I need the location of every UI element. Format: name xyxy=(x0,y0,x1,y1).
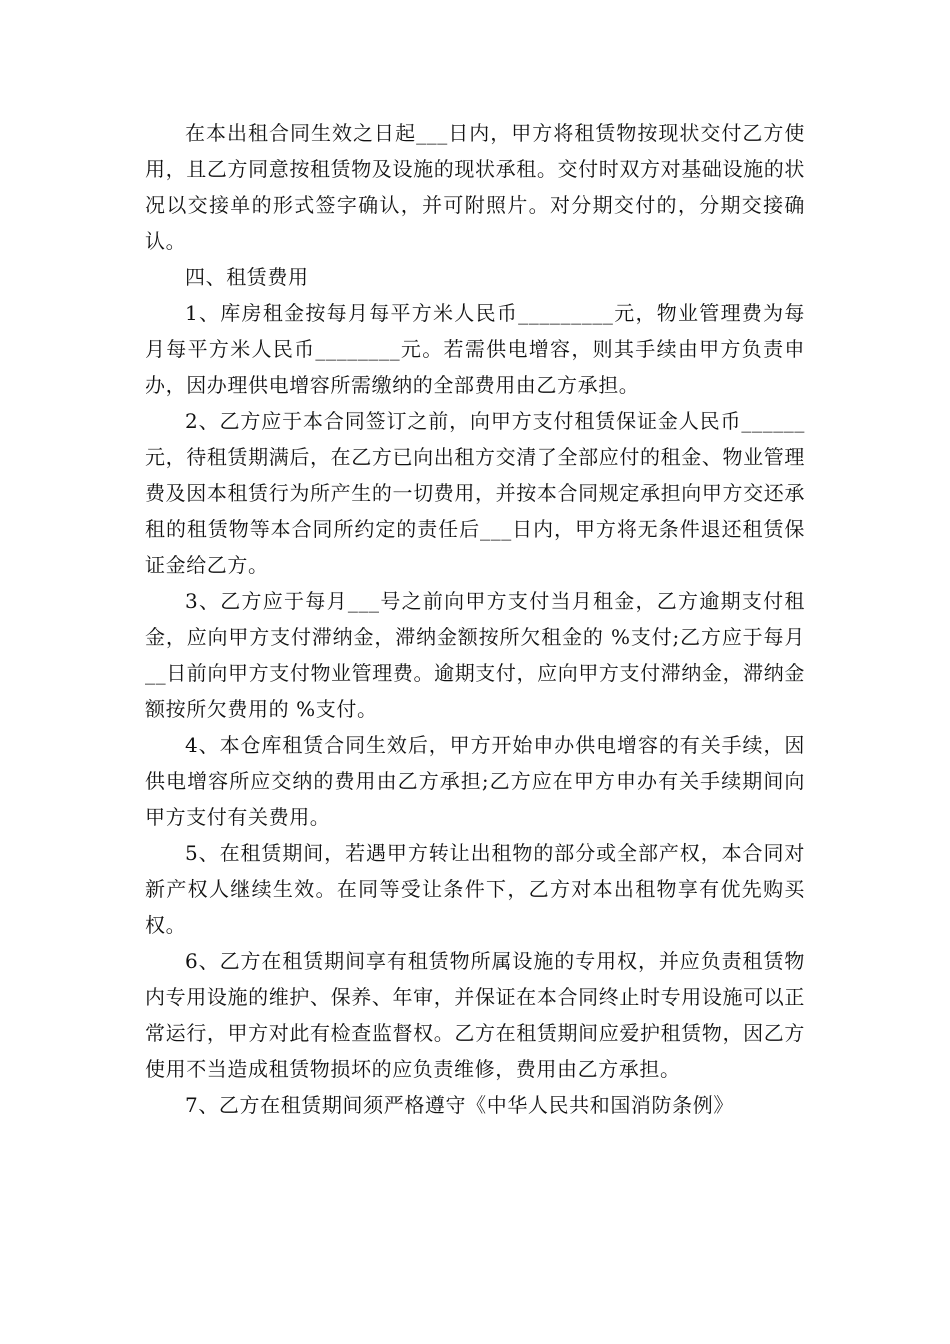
paragraph-clause-3: 3、乙方应于每月___号之前向甲方支付当月租金，乙方逾期支付租金，应向甲方支付滞纳金，滞纳金额按所欠租金的 %支付;乙方应于每月__日前向甲方支付物业管理费。逾期支付，应向甲方支付滞纳金，滞纳金额按所欠费用的 %支付。 xyxy=(145,589,805,721)
paragraph-clause-7: 7、乙方在租赁期间须严格遵守《中华人民共和国消防条例》 xyxy=(185,1093,734,1117)
paragraph-clause-5: 5、在租赁期间，若遇甲方转让出租物的部分或全部产权，本合同对新产权人继续生效。在同等受让条件下，乙方对本出租物享有优先购买权。 xyxy=(145,841,805,937)
document-body xyxy=(145,115,805,1123)
paragraph-clause-6: 6、乙方在租赁期间享有租赁物所属设施的专用权，并应负责租赁物内专用设施的维护、保养、年审，并保证在本合同终止时专用设施可以正常运行，甲方对此有检查监督权。乙方在租赁期间应爱护租赁物，因乙方使用不当造成租赁物损坏的应负责维修，费用由乙方承担。 xyxy=(145,949,805,1081)
paragraph-clause-1: 1、库房租金按每月每平方米人民币_________元，物业管理费为每月每平方米人民币________元。若需供电增容，则其手续由甲方负责申办，因办理供电增容所需缴纳的全部费用由乙方承担。 xyxy=(145,301,805,397)
paragraph-delivery: 在本出租合同生效之日起___日内，甲方将租赁物按现状交付乙方使用，且乙方同意按租赁物及设施的现状承租。交付时双方对基础设施的状况以交接单的形式签字确认，并可附照片。对分期交付的，分期交接确认。 xyxy=(145,121,805,253)
section-heading-rental-fees: 四、租赁费用 xyxy=(185,265,309,289)
paragraph-clause-4: 4、本仓库租赁合同生效后，甲方开始申办供电增容的有关手续，因供电增容所应交纳的费用由乙方承担;乙方应在甲方申办有关手续期间向甲方支付有关费用。 xyxy=(145,733,805,829)
paragraph-clause-2: 2、乙方应于本合同签订之前，向甲方支付租赁保证金人民币______元，待租赁期满后，在乙方已向出租方交清了全部应付的租金、物业管理费及因本租赁行为所产生的一切费用，并按本合同规定承担向甲方交还承租的租赁物等本合同所约定的责任后___日内，甲方将无条件退还租赁保证金给乙方。 xyxy=(145,409,805,577)
